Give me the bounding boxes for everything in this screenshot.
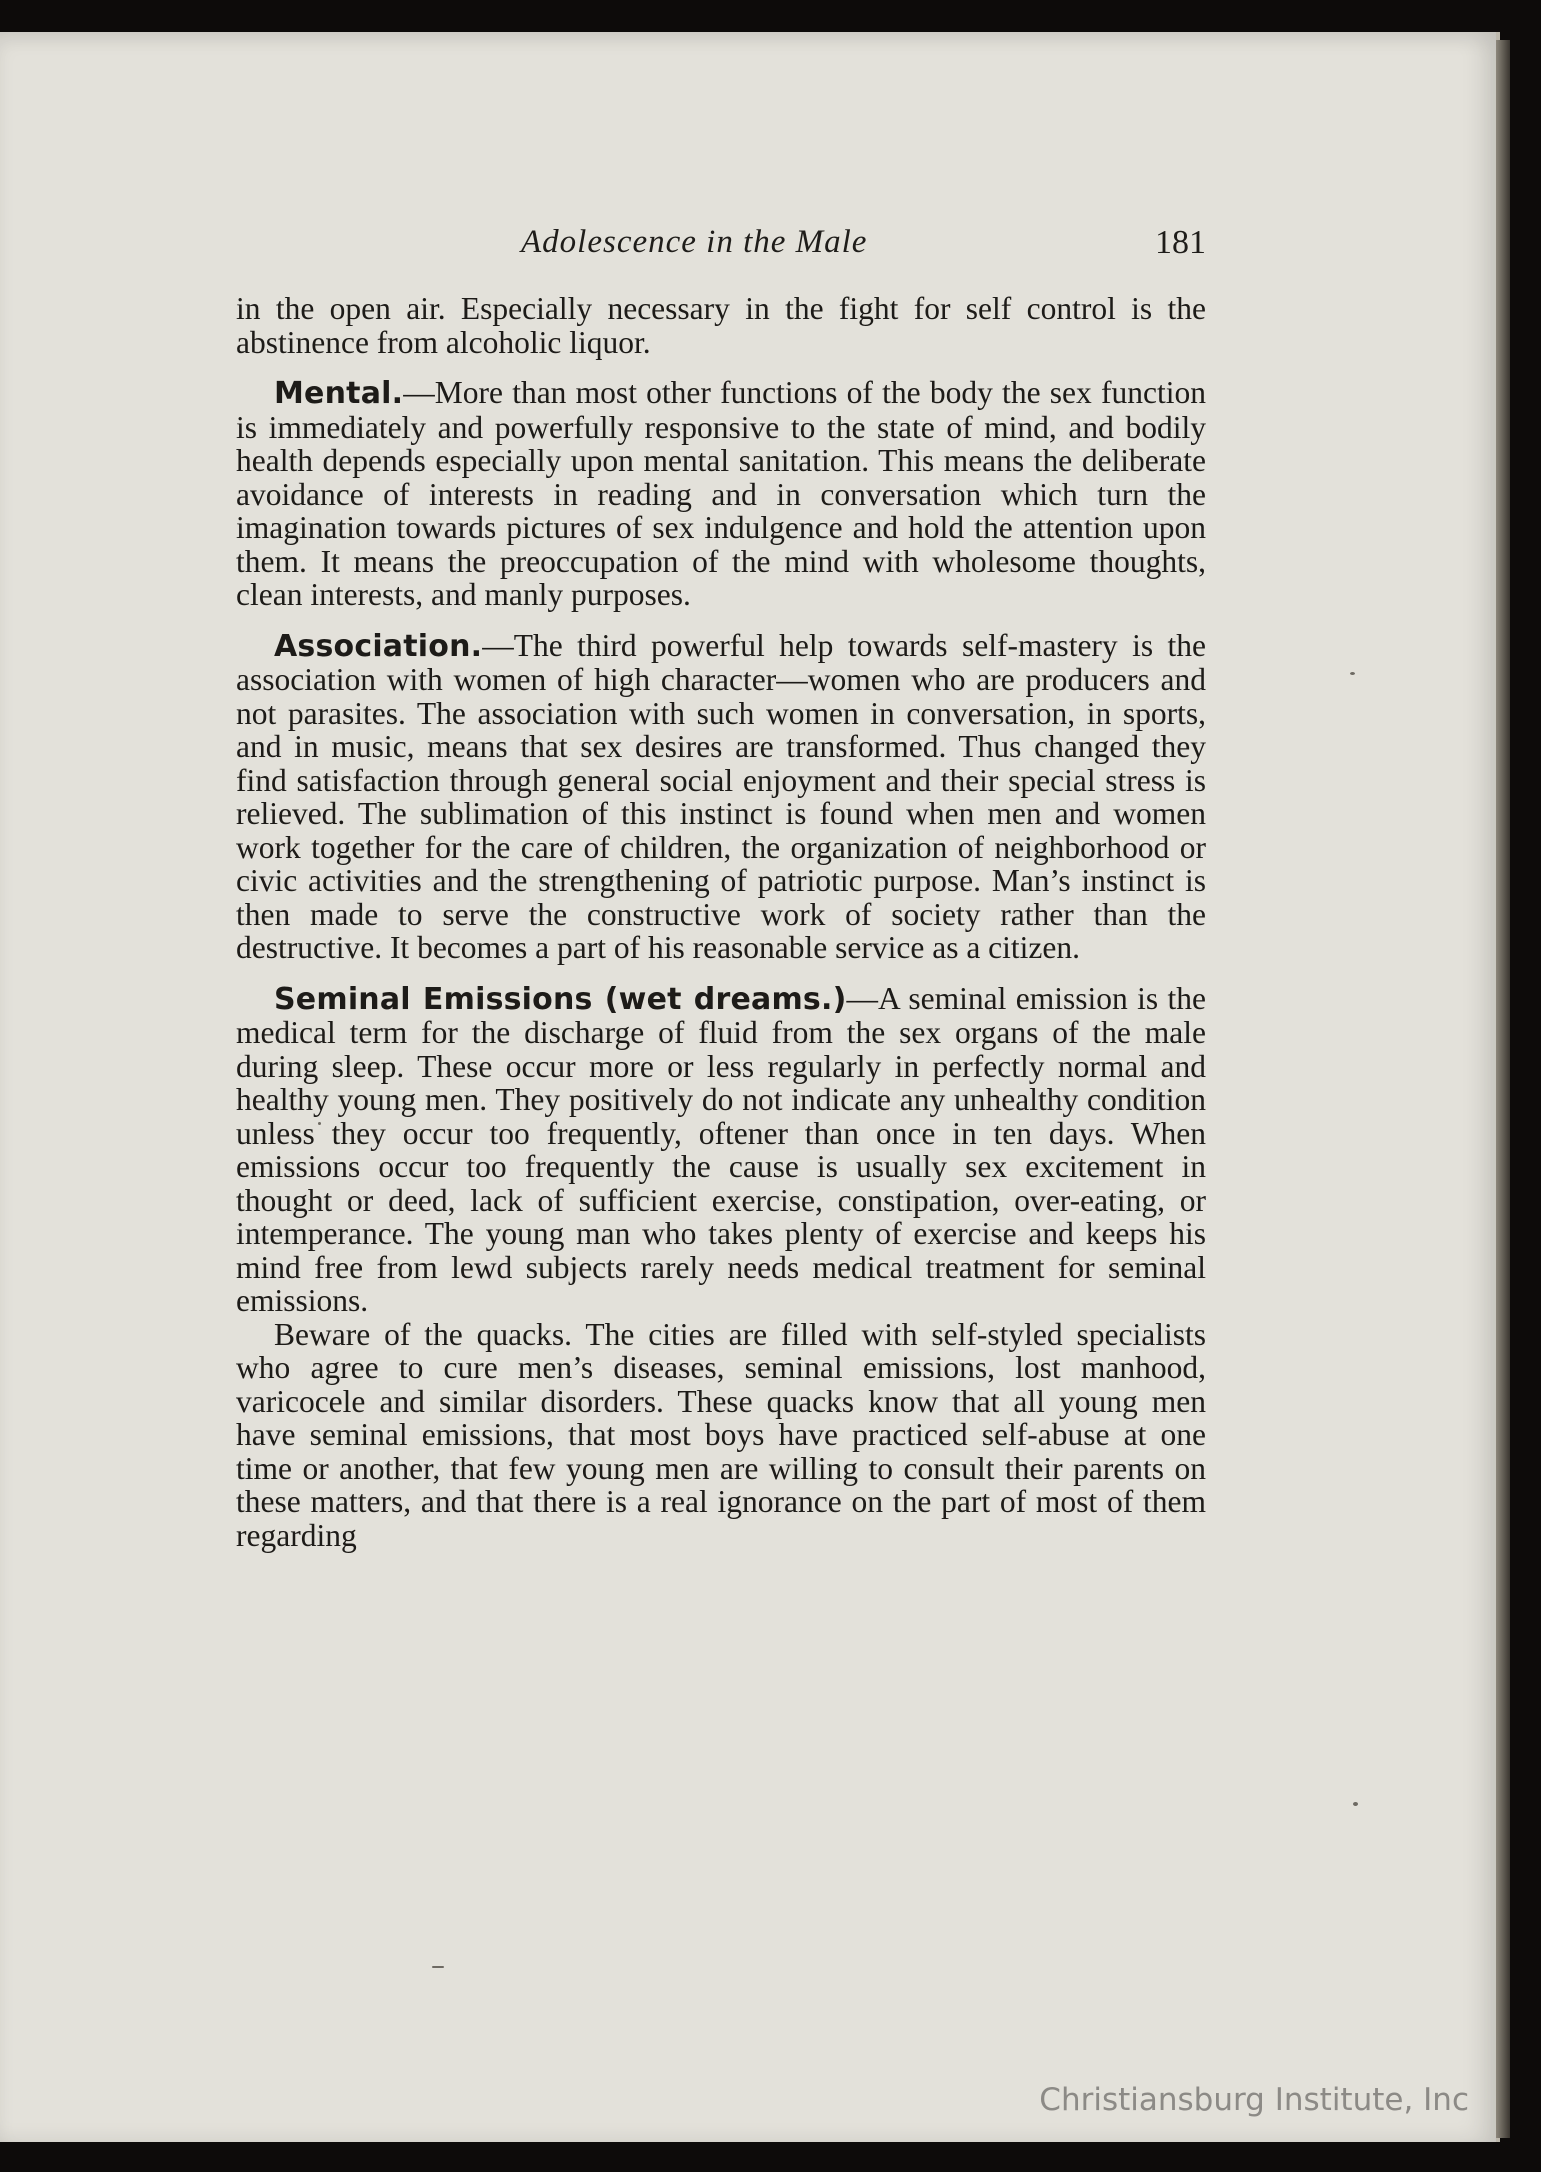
- paragraph-heading: Mental.: [274, 376, 404, 411]
- paragraph-text: —More than most other functions of the body the sex function is immediately and powerfully responsive to the state of mind, and bodily health depends especially upon mental sanitation. This means the deliberate avoidance of interests in reading and in conversation which turn the imagination towards pictures of sex indulgence and hold the attention upon them. It means the preoccupation of the mind with wholesome thoughts, clean interests, and manly purposes.: [236, 375, 1206, 612]
- paragraph-association: [236, 629, 1206, 965]
- paper-speck: [432, 1966, 444, 1968]
- paragraph-seminal-emissions: [236, 982, 1206, 1318]
- page-number: 181: [1155, 224, 1206, 261]
- paper-speck: [1350, 672, 1355, 675]
- paragraph-continued: [236, 292, 1206, 359]
- paragraph-quacks: [236, 1318, 1206, 1553]
- paragraph-heading: Seminal Emissions (wet dreams.): [274, 981, 847, 1017]
- paragraph-mental: [236, 376, 1206, 612]
- paragraph-text: Beware of the quacks. The cities are filled with self-styled specialists who agree to cure men’s diseases, seminal emissions, lost manhood, varicocele and similar disorders. These quacks know that all young men have seminal emissions, that most boys have practiced self-abuse at one time or another, that few young men are willing to consult their parents on these matters, and that there is a real ignorance on the part of most of them regarding: [236, 1316, 1206, 1553]
- paragraph-text: in the open air. Especially necessary in the fight for self control is the abstinence from alcoholic liquor.: [236, 291, 1206, 360]
- paper-speck: [1353, 1802, 1358, 1806]
- running-head-title: Adolescence in the Male: [521, 224, 868, 260]
- watermark: Christiansburg Institute, Inc: [1039, 2082, 1469, 2118]
- paragraph-text: —The third powerful help towards self-mastery is the association with women of high character—women who are producers and not parasites. The association with such women in conversation, in sports, and in music, means that sex desires are transformed. Thus changed they find satisfaction through general social enjoyment and their special stress is relieved. The sublimation of this instinct is found when men and women work together for the care of children, the organization of neighborhood or civic activities and the strengthening of patriotic purpose. Man’s instinct is then made to serve the constructive work of society rather than the destructive. It becomes a part of his reasonable service as a citizen.: [236, 627, 1206, 965]
- page-edge: [1496, 40, 1510, 2138]
- running-head: [236, 224, 1206, 272]
- paragraph-text: —A seminal emission is the medical term for the discharge of fluid from the sex organs of the male during sleep. These occur more or less regularly in perfectly normal and healthy young men. They positively do not indicate any unhealthy condition unless they occur too frequently, oftener than once in ten days. When emissions occur too frequently the cause is usually sex excitement in thought or deed, lack of sufficient exercise, constipation, over-eating, or intemperance. The young man who takes plenty of exercise and keeps his mind free from lewd subjects rarely needs medical treatment for seminal emissions.: [236, 980, 1207, 1318]
- body-text: [236, 292, 1206, 1552]
- paragraph-heading: Association.: [274, 628, 483, 664]
